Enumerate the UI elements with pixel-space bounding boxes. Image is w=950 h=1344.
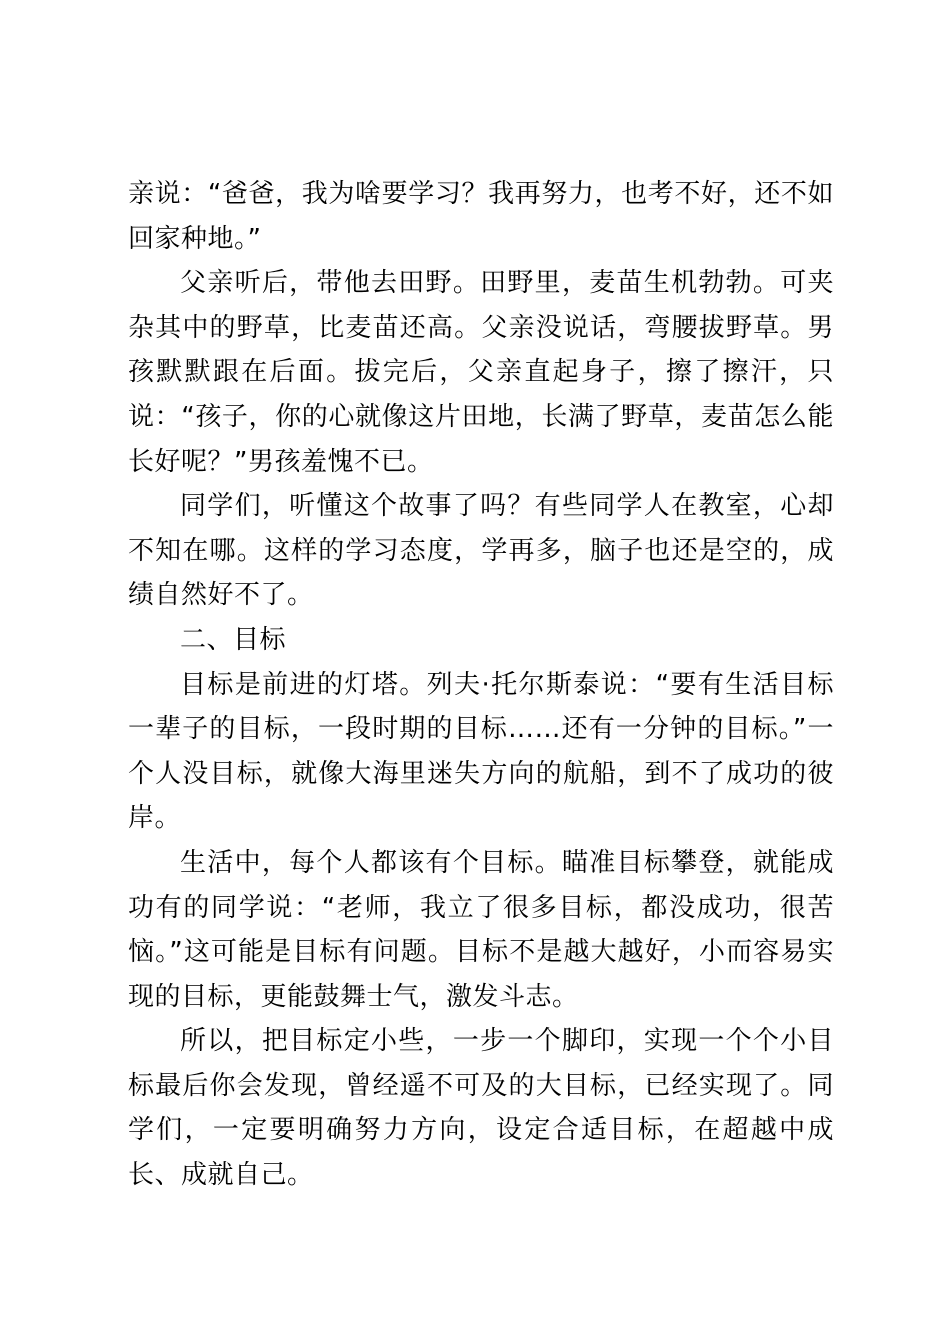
paragraph-students-attitude: 同学们，听懂这个故事了吗？有些同学人在教室，心却不知在哪。这样的学习态度，学再多，脑子也还是空的，成绩自然好不了。 xyxy=(128,491,834,611)
body-text xyxy=(128,172,834,1198)
paragraph-father-field: 父亲听后，带他去田野。田野里，麦苗生机勃勃。可夹杂其中的野草，比麦苗还高。父亲没说话，弯腰拔野草。男孩默默跟在后面。拔完后，父亲直起身子，擦了擦汗，只说：“孩子，你的心就像这片田地，长满了野草，麦苗怎么能长好呢？”男孩羞愧不已。 xyxy=(128,268,834,477)
paragraph-goal-lighthouse: 目标是前进的灯塔。列夫·托尔斯泰说：“要有生活目标一辈子的目标，一段时期的目标……还有一分钟的目标。”一个人没目标，就像大海里迷失方向的航船，到不了成功的彼岸。 xyxy=(128,669,834,834)
paragraph-goal-in-life: 生活中，每个人都该有个目标。瞄准目标攀登，就能成功有的同学说：“老师，我立了很多目标，都没成功，很苦恼。”这可能是目标有问题。目标不是越大越好，小而容易实现的目标，更能鼓舞士气，激发斗志。 xyxy=(128,847,834,1012)
paragraph-small-goals: 所以，把目标定小些，一步一个脚印，实现一个个小目标最后你会发现，曾经遥不可及的大目标，已经实现了。同学们，一定要明确努力方向，设定合适目标，在超越中成长、成就自己。 xyxy=(128,1026,834,1191)
section-heading-goals: 二、目标 xyxy=(180,624,287,655)
paragraph-continuation: 亲说：“爸爸，我为啥要学习？我再努力，也考不好，还不如回家种地。” xyxy=(128,179,834,254)
